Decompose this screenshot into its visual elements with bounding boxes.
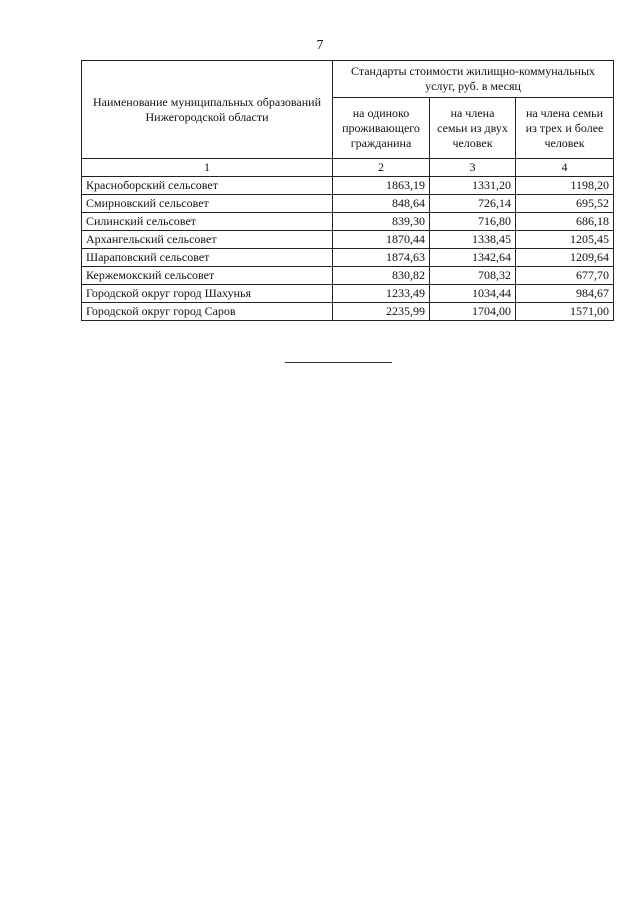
header-family-of-two: на члена семьи из двух человек xyxy=(430,98,516,159)
value-single: 1863,19 xyxy=(333,177,430,195)
table-row xyxy=(82,303,614,321)
municipality-name: Архангельский сельсовет xyxy=(82,231,333,249)
table-row xyxy=(82,177,614,195)
value-single: 2235,99 xyxy=(333,303,430,321)
tariff-standards-table xyxy=(81,60,614,321)
value-three-plus: 1571,00 xyxy=(516,303,614,321)
value-single: 830,82 xyxy=(333,267,430,285)
value-two: 1342,64 xyxy=(430,249,516,267)
table-row xyxy=(82,267,614,285)
value-two: 1338,45 xyxy=(430,231,516,249)
header-municipality-name: Наименование муниципальных образований Нижегородской области xyxy=(82,61,333,159)
value-three-plus: 1209,64 xyxy=(516,249,614,267)
value-single: 839,30 xyxy=(333,213,430,231)
municipality-name: Городской округ город Шахунья xyxy=(82,285,333,303)
table-header-row xyxy=(82,61,614,98)
value-two: 726,14 xyxy=(430,195,516,213)
value-two: 1704,00 xyxy=(430,303,516,321)
end-separator-line xyxy=(285,362,392,363)
value-three-plus: 984,67 xyxy=(516,285,614,303)
value-single: 1870,44 xyxy=(333,231,430,249)
municipality-name: Городской округ город Саров xyxy=(82,303,333,321)
municipality-name: Кержемокский сельсовет xyxy=(82,267,333,285)
value-three-plus: 686,18 xyxy=(516,213,614,231)
value-two: 708,32 xyxy=(430,267,516,285)
value-three-plus: 1198,20 xyxy=(516,177,614,195)
table-row xyxy=(82,285,614,303)
value-three-plus: 677,70 xyxy=(516,267,614,285)
value-single: 1874,63 xyxy=(333,249,430,267)
column-number: 2 xyxy=(333,159,430,177)
value-two: 716,80 xyxy=(430,213,516,231)
value-two: 1331,20 xyxy=(430,177,516,195)
municipality-name: Шараповский сельсовет xyxy=(82,249,333,267)
table-row xyxy=(82,195,614,213)
value-three-plus: 1205,45 xyxy=(516,231,614,249)
column-number-row xyxy=(82,159,614,177)
value-single: 848,64 xyxy=(333,195,430,213)
table-row xyxy=(82,231,614,249)
municipality-name: Смирновский сельсовет xyxy=(82,195,333,213)
header-family-of-three-plus: на члена семьи из трех и более человек xyxy=(516,98,614,159)
value-three-plus: 695,52 xyxy=(516,195,614,213)
value-single: 1233,49 xyxy=(333,285,430,303)
table-row xyxy=(82,213,614,231)
header-single-resident: на одиноко проживающего гражданина xyxy=(333,98,430,159)
municipality-name: Силинский сельсовет xyxy=(82,213,333,231)
column-number: 4 xyxy=(516,159,614,177)
column-number: 1 xyxy=(82,159,333,177)
municipality-name: Красноборский сельсовет xyxy=(82,177,333,195)
value-two: 1034,44 xyxy=(430,285,516,303)
column-number: 3 xyxy=(430,159,516,177)
page-number: 7 xyxy=(316,38,324,53)
table-row xyxy=(82,249,614,267)
header-cost-standards: Стандарты стоимости жилищно-коммунальных услуг, руб. в месяц xyxy=(333,61,614,98)
